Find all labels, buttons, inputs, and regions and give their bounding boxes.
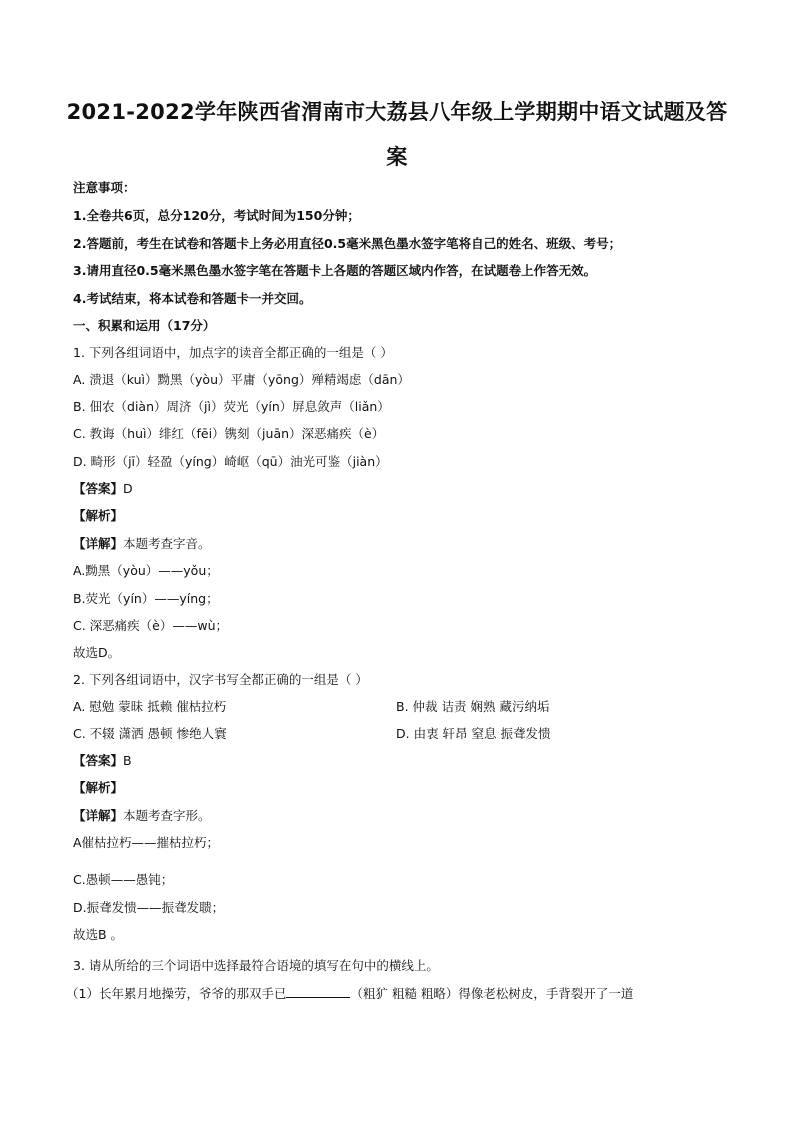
fill-in-blank (286, 985, 350, 998)
question-1-option-b: B. 佃农（diàn）周济（jì）荧光（yín）屏息敛声（liǎn） (73, 399, 390, 414)
question-1-stem: 1. 下列各组词语中，加点字的读音全都正确的一组是（ ） (73, 345, 393, 360)
detail-label: 【详解】 (73, 808, 124, 823)
question-2-option-b: B. 仲裁 诘责 娴熟 藏污纳垢 (396, 699, 550, 714)
document-title-line-2: 案 (386, 145, 408, 169)
detail-text: 本题考查字音。 (123, 536, 211, 551)
question-1-answer (73, 481, 133, 497)
question-2-analysis-label: 【解析】 (73, 780, 124, 795)
question-2-option-d: D. 由衷 轩昂 窒息 振聋发愦 (396, 726, 551, 741)
question-1-explanation-3: C. 深恶痛疾（è）——wù； (73, 618, 229, 633)
question-2-explanation-2: C.愚顿——愚钝； (73, 872, 174, 887)
detail-label: 【详解】 (73, 536, 124, 551)
answer-value: B (123, 753, 132, 768)
question-1-option-c: C. 教诲（huì）绯红（fēi）镌刻（juān）深恶痛疾（è） (73, 426, 385, 441)
detail-text: 本题考查字形。 (123, 808, 211, 823)
notice-item-2: 2.答题前，考生在试卷和答题卡上务必用直径0.5毫米黑色墨水签字笔将自己的姓名、班级、考号； (73, 236, 622, 251)
answer-label: 【答案】 (73, 481, 124, 496)
document-title-line-1: 2021-2022学年陕西省渭南市大荔县八年级上学期期中语文试题及答 (66, 100, 728, 124)
question-2-detail (73, 808, 211, 824)
question-2-option-a: A. 慰勉 蒙昧 抵赖 催枯拉朽 (73, 699, 227, 714)
question-1-explanation-2: B.荧光（yín）——yíng； (73, 591, 219, 606)
notice-item-1: 1.全卷共6页，总分120分，考试时间为150分钟； (73, 208, 360, 223)
question-2-explanation-3: D.振聋发愦——振聋发聩； (73, 900, 225, 915)
question-1-analysis-label: 【解析】 (73, 508, 124, 523)
notice-item-4: 4.考试结束，将本试卷和答题卡一并交回。 (73, 291, 312, 306)
question-2-option-c: C. 不辍 潇洒 愚顿 惨绝人寰 (73, 726, 227, 741)
answer-label: 【答案】 (73, 753, 124, 768)
question-1-option-d: D. 畸形（jī）轻盈（yíng）崎岖（qū）油光可鉴（jiàn） (73, 454, 388, 469)
section-heading: 一、积累和运用（17分） (73, 318, 216, 333)
sub-1-after-text: （粗犷 粗糙 粗略）得像老松树皮，手背裂开了一道 (350, 986, 634, 1001)
question-1-conclusion: 故选D。 (73, 645, 121, 660)
question-2-explanation-1: A催枯拉朽——摧枯拉朽； (73, 835, 220, 850)
question-1-explanation-1: A.黝黑（yòu）——yǒu； (73, 563, 219, 578)
question-2-conclusion: 故选B 。 (73, 927, 124, 942)
sub-1-before-text: （1）长年累月地操劳，爷爷的那双手已 (66, 986, 287, 1001)
question-2-answer (73, 753, 132, 769)
question-3-stem: 3. 请从所给的三个词语中选择最符合语境的填写在句中的横线上。 (73, 958, 439, 973)
notice-heading: 注意事项： (73, 180, 136, 195)
question-1-detail (73, 536, 211, 552)
question-1-option-a: A. 溃退（kuì）黝黑（yòu）平庸（yōng）殚精竭虑（dān） (73, 372, 410, 387)
question-2-stem: 2. 下列各组词语中，汉字书写全都正确的一组是（ ） (73, 672, 368, 687)
answer-value: D (123, 481, 133, 496)
notice-item-3: 3.请用直径0.5毫米黑色墨水签字笔在答题卡上各题的答题区域内作答，在试题卷上作答无效。 (73, 263, 597, 278)
question-3-sub-1 (66, 985, 633, 1002)
